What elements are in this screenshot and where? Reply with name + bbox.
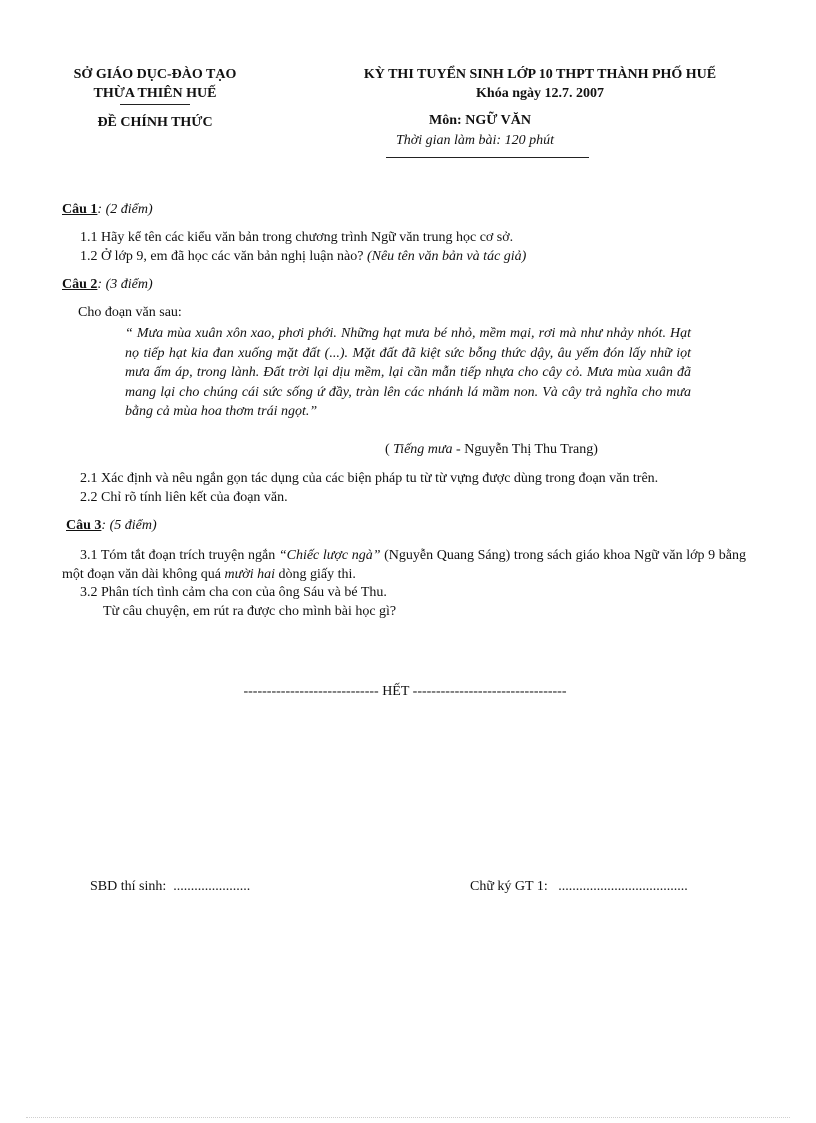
question-1-item-2-note: (Nêu tên văn bản và tác giả) [366, 249, 527, 264]
question-1-item-2: 1.2 Ở lớp 9, em đã học các văn bản nghị luận nào? (Nêu tên văn bản và tác giả) [80, 249, 527, 264]
subject: Môn: NGỮ VĂN [429, 113, 531, 128]
question-1-points: : (2 điểm) [97, 202, 153, 217]
question-1-heading [62, 202, 153, 218]
question-3-points: : (5 điểm) [101, 518, 157, 533]
supervisor-signature [470, 879, 688, 895]
question-2-points: : (3 điểm) [97, 277, 153, 292]
end-label: HẾT [382, 684, 410, 699]
question-3-heading [66, 518, 157, 534]
header-left-underline [120, 104, 190, 105]
source-author: - Nguyễn Thị Thu Trang) [452, 442, 598, 457]
question-2-label: Câu 2 [62, 277, 98, 292]
question-2-passage: “ Mưa mùa xuân xôn xao, phơi phới. Những hạt mưa bé nhỏ, mềm mại, rơi mà như nhảy nhót. Hạt nọ tiếp hạt kia đan xuống mặt đất (...). Mặt đất đã kiệt sức bỗng thức dậy, âu yếm đón lấy nhữ iọt mưa ấm áp, trong lành. Đất trời lại dịu mềm, lại cần mẫn tiếp nhựa cho cây cỏ. Mưa mùa xuân đã mang lại cho chúng cái sức sống ứ đầy, tràn lên các nhánh lá mầm non. Và cây trả nghĩa cho mưa bằng cả mùa hoa thơm trái ngọt.” [125, 326, 691, 420]
page-bottom-border [26, 1117, 790, 1118]
question-3-label: Câu 3 [66, 518, 102, 533]
question-2-intro: Cho đoạn văn sau: [78, 305, 182, 320]
line-limit: mười hai [224, 567, 276, 583]
header-right-underline [386, 157, 589, 158]
supervisor-signature-dots: ..................................... [558, 879, 688, 894]
exam-date: Khóa ngày 12.7. 2007 [476, 86, 604, 101]
official-label: ĐỀ CHÍNH THỨC [97, 115, 213, 130]
question-2-item-1: 2.1 Xác định và nêu ngắn gọn tác dụng của các biện pháp tu từ từ vựng được dùng trong đoạn văn trên. [80, 471, 659, 486]
exam-time: Thời gian làm bài: 120 phút [396, 133, 554, 148]
story-title: “Chiếc lược ngà” [278, 548, 381, 563]
candidate-number-label: SBD thí sinh: [90, 879, 167, 894]
source-title: Tiếng mưa [393, 442, 453, 457]
passage-source: ( Tiếng mưa - Nguyễn Thị Thu Trang) [385, 442, 598, 457]
question-2-heading [62, 277, 153, 293]
end-marker: ----------------------------- HẾT --------------------------------- [243, 684, 567, 699]
department-name: SỞ GIÁO DỤC-ĐÀO TẠO [73, 67, 237, 82]
province-name: THỪA THIÊN HUẾ [93, 86, 217, 101]
question-3-item-2: 3.2 Phân tích tình cảm cha con của ông Sáu và bé Thu. [80, 585, 387, 600]
question-2-item-2: 2.2 Chỉ rõ tính liên kết của đoạn văn. [80, 490, 288, 505]
supervisor-signature-label: Chữ ký GT 1: [470, 879, 548, 894]
exam-title: KỲ THI TUYỂN SINH LỚP 10 THPT THÀNH PHỐ HUẾ [363, 67, 717, 82]
question-1-item-1: 1.1 Hãy kể tên các kiểu văn bản trong chương trình Ngữ văn trung học cơ sở. [80, 230, 514, 245]
candidate-number-dots: ...................... [173, 879, 251, 894]
candidate-number [90, 879, 250, 895]
question-1-label: Câu 1 [62, 202, 98, 217]
question-3-item-1: 3.1 Tóm tắt đoạn trích truyện ngắn “Chiếc lược ngà” (Nguyễn Quang Sáng) trong sách giáo khoa Ngữ văn lớp 9 bằng một đoạn văn dài không quá mười hai dòng giấy thi. [62, 548, 746, 583]
question-3-item-2-followup: Từ câu chuyện, em rút ra được cho mình bài học gì? [103, 604, 397, 619]
